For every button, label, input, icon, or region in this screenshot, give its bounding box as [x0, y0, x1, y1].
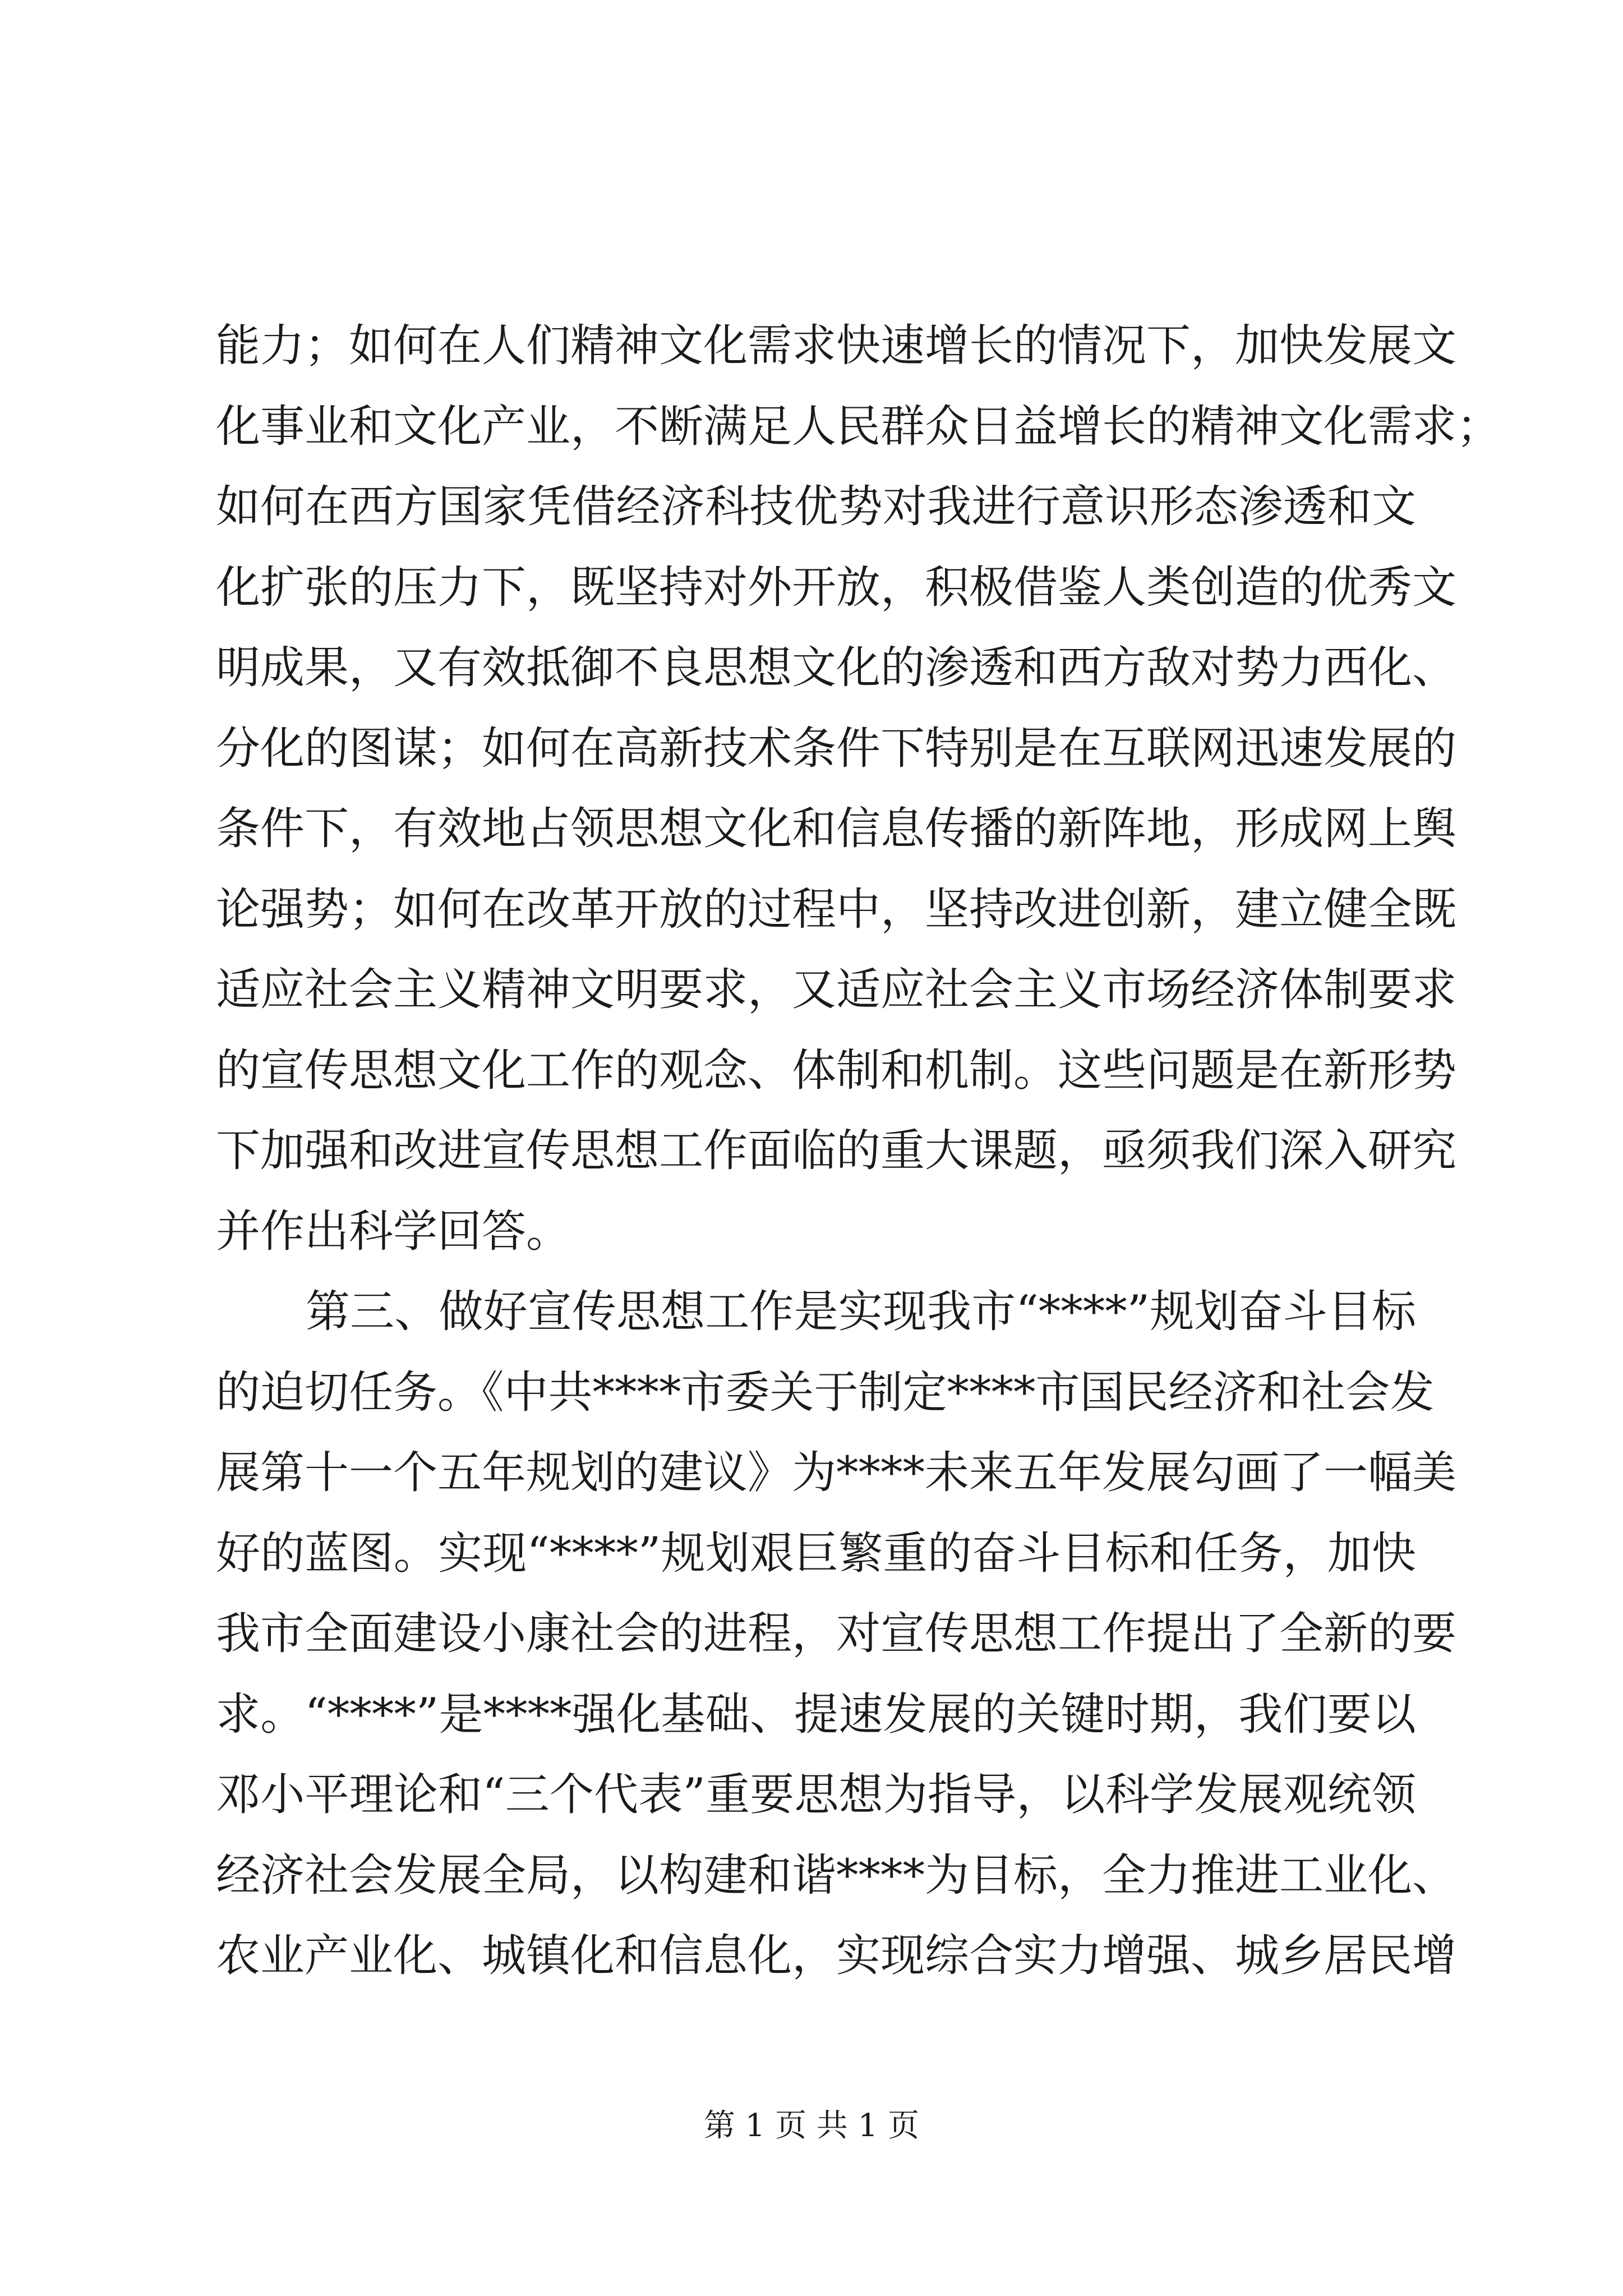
text-line: 邓小平理论和“三个代表”重要思想为指导，以科学发展观统领 [216, 1769, 1416, 1820]
text-line: 如何在西方国家凭借经济科技优势对我进行意识形态渗透和文 [216, 481, 1416, 532]
text-line: 条件下，有效地占领思想文化和信息传播的新阵地，形成网上舆 [216, 803, 1456, 854]
text-line: 经济社会发展全局，以构建和谐****为目标，全力推进工业化、 [216, 1849, 1456, 1901]
text-line: 论强势；如何在改革开放的过程中，坚持改进创新，建立健全既 [216, 883, 1456, 935]
document-body [216, 306, 1501, 1996]
paragraph-start-line: 第三、做好宣传思想工作是实现我市“****”规划奋斗目标 [306, 1286, 1416, 1337]
text-line: 适应社会主义精神文明要求，又适应社会主义市场经济体制要求 [216, 964, 1456, 1015]
text-line: 展第十一个五年规划的建议》为****未来五年发展勾画了一幅美 [216, 1447, 1456, 1498]
text-line: 农业产业化、城镇化和信息化，实现综合实力增强、城乡居民增 [216, 1930, 1456, 1981]
text-line: 的迫切任务。《中共****市委关于制定****市国民经济和社会发 [216, 1366, 1435, 1418]
text-line: 好的蓝图。实现“****”规划艰巨繁重的奋斗目标和任务，加快 [216, 1527, 1416, 1579]
text-line: 求。“****”是****强化基础、提速发展的关键时期，我们要以 [216, 1688, 1416, 1740]
paragraph-end-line: 并作出科学回答。 [216, 1205, 570, 1257]
text-line: 我市全面建设小康社会的进程，对宣传思想工作提出了全新的要 [216, 1608, 1456, 1659]
page-footer [0, 2106, 1623, 2146]
text-line: 的宣传思想文化工作的观念、体制和机制。这些问题是在新形势 [216, 1044, 1456, 1096]
text-line: 分化的图谋；如何在高新技术条件下特别是在互联网迅速发展的 [216, 722, 1456, 774]
text-line: 下加强和改进宣传思想工作面临的重大课题，亟须我们深入研究 [216, 1125, 1456, 1176]
text-line: 化扩张的压力下，既坚持对外开放，积极借鉴人类创造的优秀文 [216, 561, 1456, 613]
text-line: 能力；如何在人们精神文化需求快速增长的情况下，加快发展文 [216, 320, 1456, 371]
page-number-label: 第 1 页 共 1 页 [703, 2108, 920, 2144]
text-line: 明成果，又有效抵御不良思想文化的渗透和西方敌对势力西化、 [216, 642, 1456, 693]
text-line: 化事业和文化产业，不断满足人民群众日益增长的精神文化需求； [216, 400, 1501, 452]
